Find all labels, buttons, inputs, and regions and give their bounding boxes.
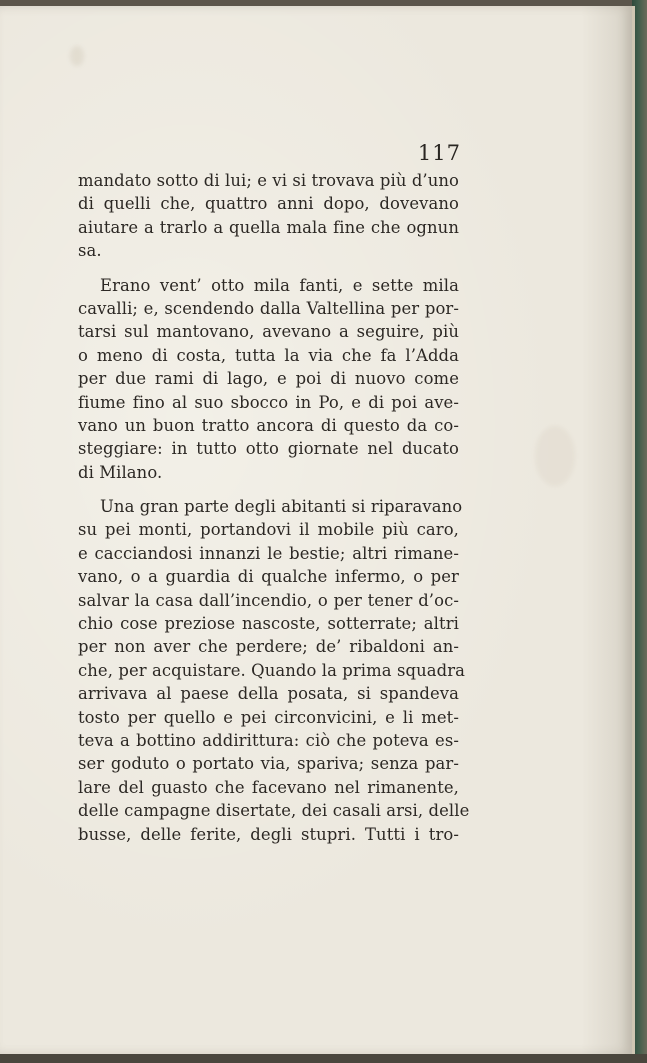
paragraph-2 <box>78 274 459 485</box>
text-line: fiume fino al suo sbocco in Po, e di poi ave- <box>78 392 459 412</box>
text-line: chio cose preziose nascoste, sotterrate; altri <box>78 614 459 634</box>
text-line: vano, o a guardia di qualche infermo, o per <box>78 567 459 587</box>
text-line: lare del guasto che facevano nel rimanente, <box>78 777 459 797</box>
text-line: Erano vent’ otto mila fanti, e sette mila <box>100 275 459 295</box>
paper-stain <box>70 46 84 66</box>
page-number: 117 <box>417 141 461 165</box>
text-line: arrivava al paese della posata, si spandeva <box>78 684 459 704</box>
text-line: per due rami di lago, e poi di nuovo come <box>78 369 459 389</box>
text-line: per non aver che perdere; de’ ribaldoni an- <box>78 637 459 657</box>
paragraph-3 <box>78 495 470 846</box>
body-text <box>78 169 470 846</box>
text-line: o meno di costa, tutta la via che fa l’Adda <box>78 345 459 365</box>
text-line: delle campagne disertate, dei casali arsi, delle <box>78 801 470 821</box>
text-line: su pei monti, portandovi il mobile più caro, <box>78 520 459 540</box>
text-line: busse, delle ferite, degli stupri. Tutti i tro- <box>78 824 459 844</box>
text-line: che, per acquistare. Quando la prima squadra <box>78 660 466 680</box>
text-line: Una gran parte degli abitanti si riparavano <box>100 497 463 517</box>
text-line: tarsi sul mantovano, avevano a seguire, più <box>78 322 459 342</box>
text-line: di quelli che, quattro anni dopo, dovevano <box>78 194 459 214</box>
paragraph-1 <box>78 169 459 263</box>
text-line: aiutare a trarlo a quella mala fine che ognun <box>78 217 459 237</box>
text-line: steggiare: in tutto otto giornate nel ducato <box>78 439 459 459</box>
text-line: salvar la casa dall’incendio, o per tener d’oc- <box>78 590 459 610</box>
paper-stain <box>535 426 575 486</box>
text-line: vano un buon tratto ancora di questo da co- <box>78 415 459 435</box>
text-line: e cacciandosi innanzi le bestie; altri rimane- <box>78 543 459 563</box>
text-line: tosto per quello e pei circonvicini, e li met- <box>78 707 459 727</box>
text-line: ser goduto o portato via, spariva; senza par- <box>78 754 459 774</box>
text-line: mandato sotto di lui; e vi si trovava più d’uno <box>78 171 459 190</box>
text-line: cavalli; e, scendendo dalla Valtellina per por- <box>78 298 459 318</box>
text-line: sa. <box>78 241 102 261</box>
text-line: teva a bottino addirittura: ciò che poteva es- <box>78 730 459 750</box>
text-line: di Milano. <box>78 462 163 482</box>
book-edge-bottom <box>0 1054 647 1063</box>
